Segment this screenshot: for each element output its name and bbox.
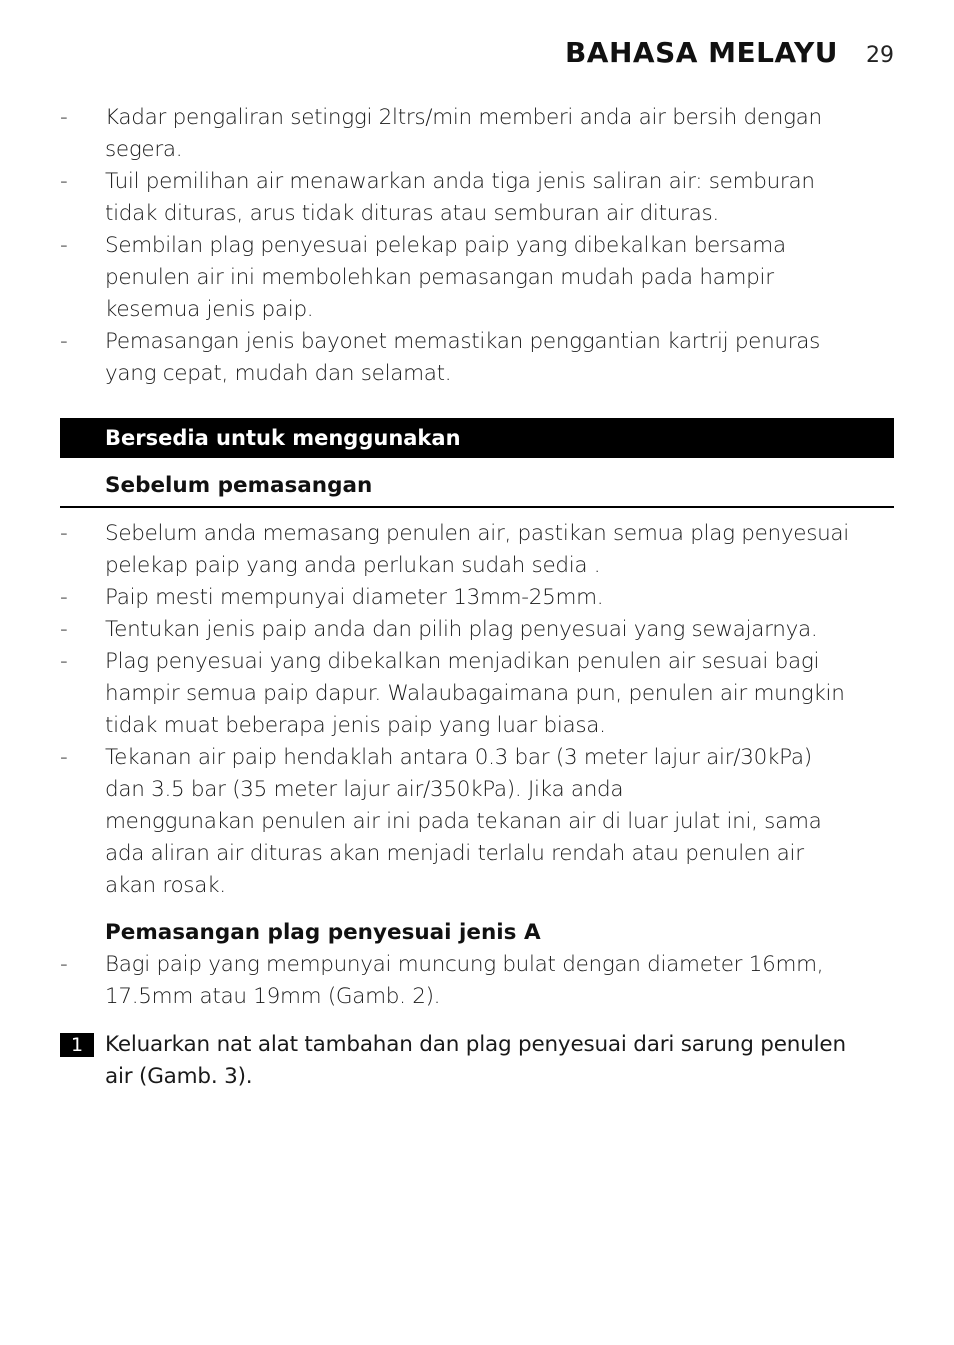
list-item-line: menggunakan penulen air ini pada tekanan air di luar julat ini, sama — [105, 809, 822, 834]
step-number-badge: 1 — [60, 1033, 94, 1057]
subsection-title: Pemasangan plag penyesuai jenis A — [105, 920, 541, 945]
list-item-line: Kadar pengaliran setinggi 2ltrs/min memberi anda air bersih dengan — [105, 105, 822, 130]
bullet-dash: - — [60, 745, 68, 770]
bullet-dash: - — [60, 233, 68, 258]
list-item-line: hampir semua paip dapur. Walaubagaimana pun, penulen air mungkin — [105, 681, 845, 706]
section-title: Bersedia untuk menggunakan — [105, 426, 461, 450]
list-item-line: tidak dituras, arus tidak dituras atau semburan air dituras. — [105, 201, 719, 226]
list-item — [60, 742, 894, 902]
list-item-line: 17.5mm atau 19mm (Gamb. 2). — [105, 984, 441, 1009]
list-item — [60, 230, 894, 326]
list-item-line: ada aliran air dituras akan menjadi terlalu rendah atau penulen air — [105, 841, 804, 866]
list-item-line: kesemua jenis paip. — [105, 297, 314, 322]
list-item-line: Tentukan jenis paip anda dan pilih plag penyesuai yang sewajarnya. — [105, 617, 818, 642]
intro-feature-list — [60, 102, 894, 390]
step-text-line: Keluarkan nat alat tambahan dan plag penyesuai dari sarung penulen — [105, 1032, 846, 1057]
list-item-line: Paip mesti mempunyai diameter 13mm-25mm. — [105, 585, 604, 610]
list-item — [60, 614, 894, 646]
list-item-line: pelekap paip yang anda perlukan sudah sedia . — [105, 553, 601, 578]
instruction-step — [60, 1029, 894, 1093]
list-item-line: Bagi paip yang mempunyai muncung bulat dengan diameter 16mm, — [105, 952, 824, 977]
bullet-dash: - — [60, 952, 68, 977]
list-item-line: akan rosak. — [105, 873, 226, 898]
language-heading: BAHASA MELAYU — [564, 36, 838, 69]
list-item-line: tidak muat beberapa jenis paip yang luar biasa. — [105, 713, 606, 738]
list-item — [60, 582, 894, 614]
list-item-line: Tekanan air paip hendaklah antara 0.3 bar (3 meter lajur air/30kPa) — [105, 745, 812, 770]
bullet-dash: - — [60, 521, 68, 546]
list-item-line: dan 3.5 bar (35 meter lajur air/350kPa). Jika anda — [105, 777, 624, 802]
page-header — [565, 36, 894, 69]
bullet-dash: - — [60, 169, 68, 194]
page-content — [60, 102, 894, 1093]
list-item — [60, 166, 894, 230]
step-text-line: air (Gamb. 3). — [105, 1064, 253, 1089]
list-item-line: Sebelum anda memasang penulen air, pastikan semua plag penyesuai — [105, 521, 849, 546]
list-item-line: Pemasangan jenis bayonet memastikan penggantian kartrij penuras — [105, 329, 821, 354]
subsection-title: Sebelum pemasangan — [60, 470, 894, 508]
list-item-line: Tuil pemilihan air menawarkan anda tiga jenis saliran air: semburan — [105, 169, 815, 194]
bullet-dash: - — [60, 105, 68, 130]
list-item-line: Plag penyesuai yang dibekalkan menjadikan penulen air sesuai bagi — [105, 649, 820, 674]
list-item — [60, 102, 894, 166]
list-item-line: penulen air ini membolehkan pemasangan mudah pada hampir — [105, 265, 774, 290]
list-item — [60, 949, 894, 1013]
bullet-dash: - — [60, 649, 68, 674]
preparation-list — [60, 518, 894, 902]
bullet-dash: - — [60, 329, 68, 354]
bullet-dash: - — [60, 585, 68, 610]
bullet-dash: - — [60, 617, 68, 642]
list-item — [60, 518, 894, 582]
page-number: 29 — [866, 43, 894, 68]
list-item-line: segera. — [105, 137, 183, 162]
list-item-line: yang cepat, mudah dan selamat. — [105, 361, 452, 386]
section-heading-bar — [60, 418, 894, 458]
adapter-a-list — [60, 949, 894, 1013]
list-item — [60, 326, 894, 390]
list-item — [60, 646, 894, 742]
list-item-line: Sembilan plag penyesuai pelekap paip yang dibekalkan bersama — [105, 233, 786, 258]
